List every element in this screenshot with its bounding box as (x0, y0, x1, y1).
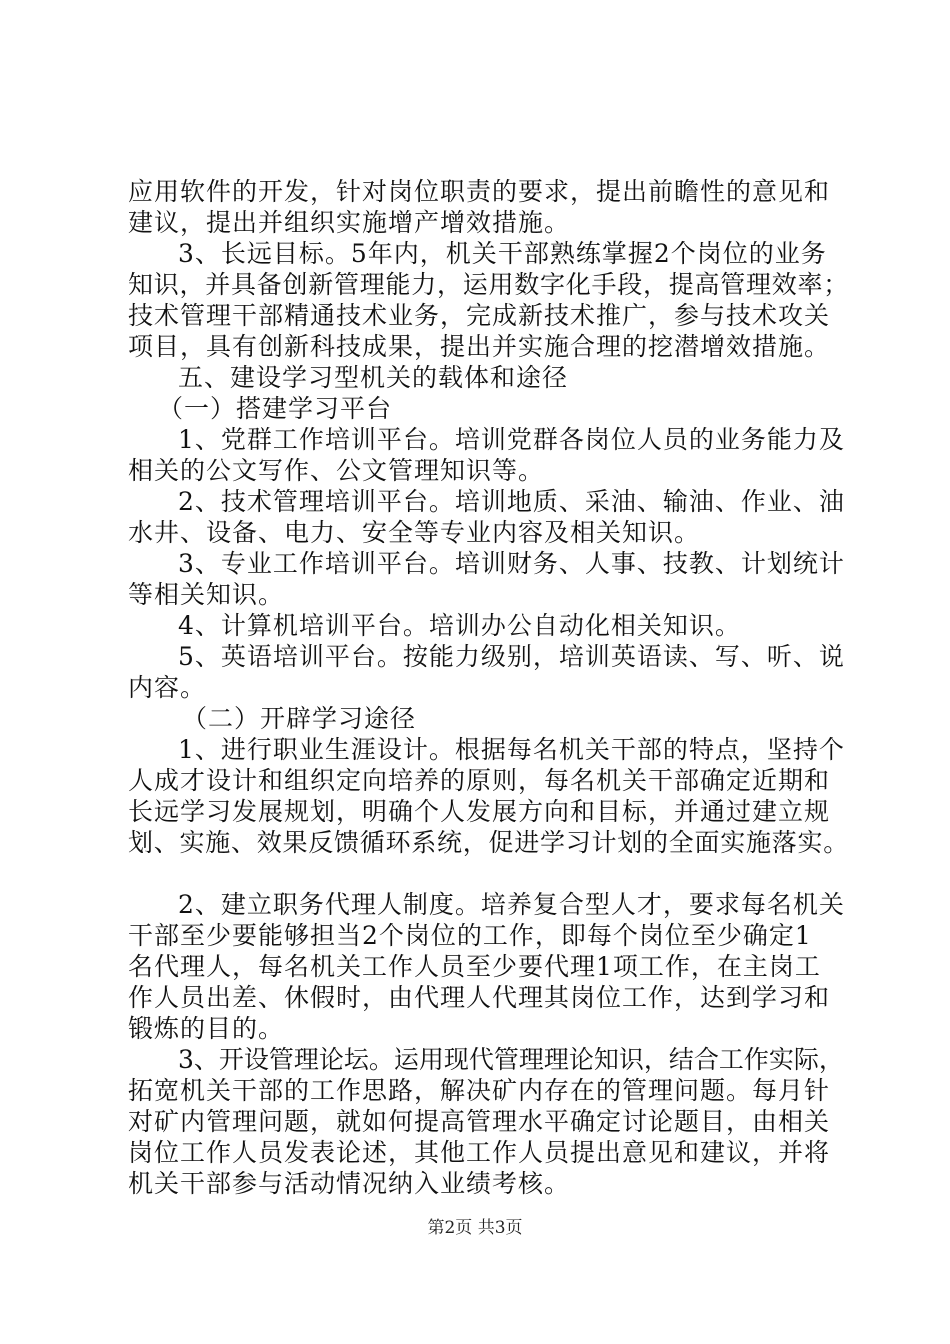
text-line: 应用软件的开发，针对岗位职责的要求，提出前瞻性的意见和 (128, 177, 831, 206)
text-line: 2、技术管理培训平台。培训地质、采油、输油、作业、油 (178, 487, 845, 516)
page-number-footer: 第2页 共3页 (427, 1218, 523, 1238)
text-line: 内容。 (128, 673, 207, 702)
text-line: 技术管理干部精通技术业务，完成新技术推广，参与技术攻关 (128, 301, 831, 330)
text-line: 人成才设计和组织定向培养的原则，每名机关干部确定近期和 (128, 766, 831, 795)
text-line: 作人员出差、休假时，由代理人代理其岗位工作，达到学习和 (128, 983, 831, 1012)
text-line: 机关干部参与活动情况纳入业绩考核。 (128, 1169, 571, 1198)
text-line: 项目，具有创新科技成果，提出并实施合理的挖潜增效措施。 (128, 332, 831, 361)
text-line: 5、英语培训平台。按能力级别，培训英语读、写、听、说 (178, 642, 845, 671)
subsection-heading: （一）搭建学习平台 (158, 394, 393, 423)
text-line: 名代理人，每名机关工作人员至少要代理1项工作，在主岗工 (128, 952, 821, 981)
text-line: 2、建立职务代理人制度。培养复合型人才，要求每名机关 (178, 890, 845, 919)
section-heading: 五、建设学习型机关的载体和途径 (178, 363, 569, 392)
text-line: 等相关知识。 (128, 580, 285, 609)
text-line: 1、进行职业生涯设计。根据每名机关干部的特点，坚持个 (178, 735, 845, 764)
text-line: 4、计算机培训平台。培训办公自动化相关知识。 (178, 611, 741, 640)
text-line: 水井、设备、电力、安全等专业内容及相关知识。 (128, 518, 701, 547)
text-line: 3、专业工作培训平台。培训财务、人事、技教、计划统计 (178, 549, 845, 578)
text-line: 对矿内管理问题，就如何提高管理水平确定讨论题目，由相关 (128, 1107, 831, 1136)
text-line: 干部至少要能够担当2个岗位的工作，即每个岗位至少确定1 (128, 921, 812, 950)
text-line: 岗位工作人员发表论述，其他工作人员提出意见和建议，并将 (128, 1138, 831, 1167)
text-line: 拓宽机关干部的工作思路，解决矿内存在的管理问题。每月针 (128, 1076, 831, 1105)
subsection-heading: （二）开辟学习途径 (182, 704, 417, 733)
text-line: 相关的公文写作、公文管理知识等。 (128, 456, 545, 485)
text-line: 锻炼的目的。 (128, 1014, 285, 1043)
text-line: 3、长远目标。5年内，机关干部熟练掌握2个岗位的业务 (178, 239, 827, 268)
text-line: 建议，提出并组织实施增产增效措施。 (128, 208, 571, 237)
text-line: 知识，并具备创新管理能力，运用数字化手段，提高管理效率； (128, 270, 850, 299)
text-line: 长远学习发展规划，明确个人发展方向和目标，并通过建立规 (128, 797, 831, 826)
text-line: 划、实施、效果反馈循环系统，促进学习计划的全面实施落实。 (128, 828, 850, 857)
text-line: 1、党群工作培训平台。培训党群各岗位人员的业务能力及 (178, 425, 845, 454)
text-line: 3、开设管理论坛。运用现代管理理论知识，结合工作实际， (178, 1045, 844, 1074)
